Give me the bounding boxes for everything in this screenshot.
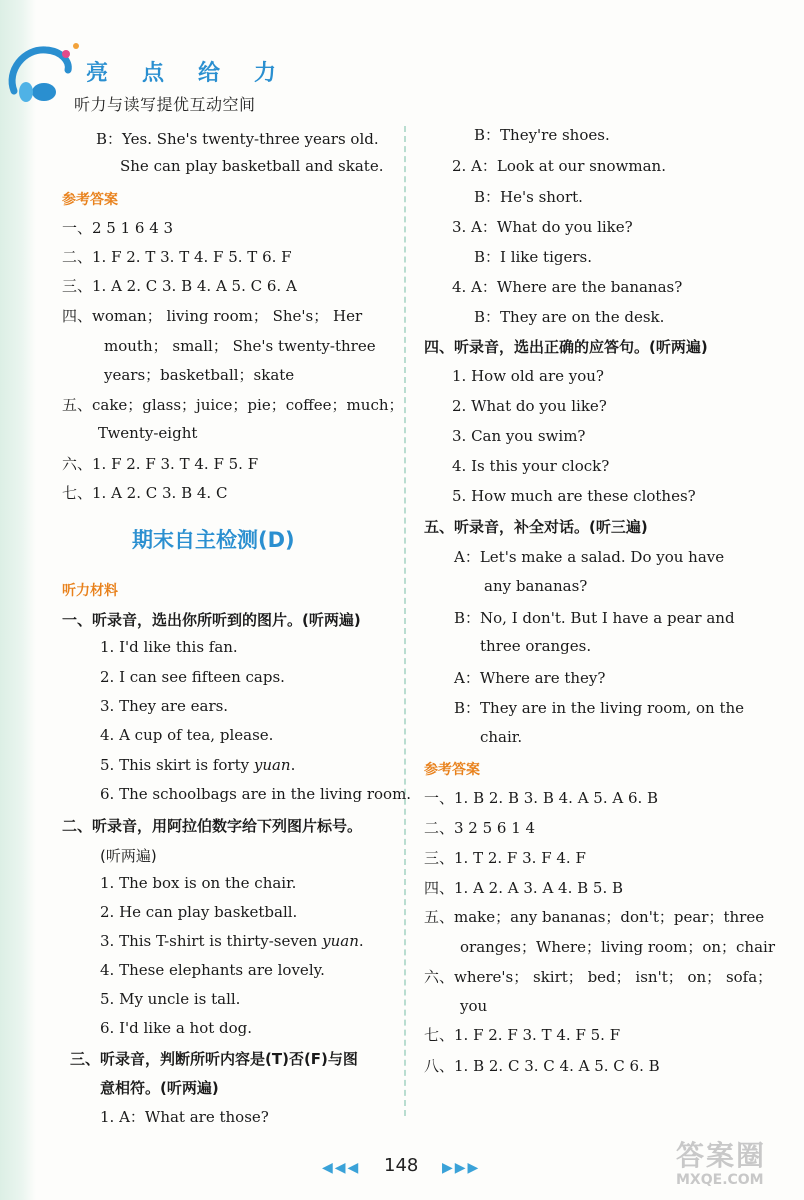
item-text: 5. This skirt is forty [100, 756, 250, 774]
brand-char-2: 点 [142, 61, 165, 86]
list-item: 2. He can play basketball. [100, 903, 298, 921]
item-text: 3. This T-shirt is thirty-seven [100, 932, 318, 950]
answer-line: you [460, 997, 488, 1015]
list-item: 3. Can you swim? [452, 427, 586, 445]
watermark-text: 答案圈 [676, 1139, 767, 1172]
dialog-line: three oranges. [480, 637, 592, 655]
section-heading: 五、听录音，补全对话。(听三遍) [424, 518, 648, 536]
list-item: 3. This T-shirt is thirty-seven yuan. [100, 932, 364, 950]
list-item: 5. How much are these clothes? [452, 487, 696, 505]
section-note: (听两遍) [100, 847, 157, 865]
dialog-line: any bananas? [484, 577, 588, 595]
section-heading: 一、听录音，选出你所听到的图片。(听两遍) [62, 611, 361, 629]
listening-material-label: 听力材料 [62, 583, 118, 599]
dialog-line: A：Let's make a salad. Do you have [454, 548, 725, 566]
dialog-line: B：They are on the desk. [474, 308, 665, 326]
list-item: 6. I'd like a hot dog. [100, 1019, 253, 1037]
list-item: 6. The schoolbags are in the living room. [100, 785, 412, 803]
next-arrows-icon: ▶▶▶ [442, 1160, 481, 1176]
dialog-line: 2. A：Look at our snowman. [452, 157, 666, 175]
right-column [410, 0, 804, 1200]
answer-line: mouth； small； She's twenty-three [104, 337, 376, 355]
answer-line: oranges；Where；living room；on；chair [460, 938, 776, 956]
list-item: 2. What do you like? [452, 397, 607, 415]
answer-key-label: 参考答案 [424, 762, 480, 778]
section-heading: 二、听录音，用阿拉伯数字给下列图片标号。 [62, 817, 363, 835]
dialog-line: chair. [480, 728, 523, 746]
section-heading: 意相符。(听两遍) [100, 1079, 219, 1097]
answer-line: Twenty-eight [98, 424, 198, 442]
answer-line: 五、cake；glass；juice；pie；coffee；much； [62, 396, 404, 414]
prev-arrows-icon: ◀◀◀ [322, 1160, 361, 1176]
answer-line: 二、1. F 2. T 3. T 4. F 5. T 6. F [62, 248, 292, 266]
dialog-line: A：Where are they? [454, 669, 606, 687]
list-item: 3. They are ears. [100, 697, 229, 715]
answer-line: 三、1. T 2. F 3. F 4. F [424, 849, 586, 867]
list-item: 2. I can see fifteen caps. [100, 668, 285, 686]
dialog-line: 3. A：What do you like? [452, 218, 633, 236]
page-number: 148 [384, 1155, 419, 1176]
answer-line: 八、1. B 2. C 3. C 4. A 5. C 6. B [424, 1057, 660, 1075]
list-item: 4. Is this your clock? [452, 457, 610, 475]
answer-line: 一、2 5 1 6 4 3 [62, 219, 174, 237]
list-item: 1. I'd like this fan. [100, 638, 238, 656]
answer-line: years；basketball；skate [104, 366, 295, 384]
dialog-line: B：They're shoes. [474, 126, 610, 144]
column-divider [404, 126, 406, 1116]
answer-line: 五、make；any bananas；don't；pear；three [424, 908, 765, 926]
list-item: 4. A cup of tea, please. [100, 726, 274, 744]
yuan-word: yuan [322, 932, 359, 950]
dialog-line: B：No, I don't. But I have a pear and [454, 609, 735, 627]
test-title: 期末自主检测(D) [132, 528, 295, 552]
answer-line: 一、1. B 2. B 3. B 4. A 5. A 6. B [424, 789, 659, 807]
brand-char-4: 力 [254, 61, 277, 86]
watermark-logo [676, 1134, 794, 1194]
list-item: 4. These elephants are lovely. [100, 961, 325, 979]
list-item: 5. This skirt is forty yuan. [100, 756, 296, 774]
answer-line: 三、1. A 2. C 3. B 4. A 5. C 6. A [62, 277, 297, 295]
answer-line: 六、where's； skirt； bed； isn't； on； sofa； [424, 968, 773, 986]
answer-line: 四、1. A 2. A 3. A 4. B 5. B [424, 879, 624, 897]
watermark-url: MXQE.COM [676, 1172, 764, 1188]
answer-line: 六、1. F 2. F 3. T 4. F 5. F [62, 455, 259, 473]
answer-key-label: 参考答案 [62, 192, 118, 208]
brand-char-1: 亮 [86, 61, 109, 86]
list-item: 1. The box is on the chair. [100, 874, 297, 892]
dialog-line: B：He's short. [474, 188, 583, 206]
answer-line: 七、1. F 2. F 3. T 4. F 5. F [424, 1026, 621, 1044]
list-item: 1. How old are you? [452, 367, 604, 385]
dialog-line: B：Yes. She's twenty-three years old. [96, 130, 379, 148]
yuan-word: yuan [253, 756, 291, 774]
section-heading: 四、听录音，选出正确的应答句。(听两遍) [424, 338, 708, 356]
dialog-line: 4. A：Where are the bananas? [452, 278, 683, 296]
brand-subtitle: 听力与读写提优互动空间 [74, 95, 256, 114]
list-item: 5. My uncle is tall. [100, 990, 241, 1008]
dialog-line: B：I like tigers. [474, 248, 592, 266]
answer-line: 七、1. A 2. C 3. B 4. C [62, 484, 228, 502]
dialog-line: She can play basketball and skate. [120, 157, 384, 175]
answer-line: 二、3 2 5 6 1 4 [424, 819, 536, 837]
list-item: 1. A：What are those? [100, 1108, 269, 1126]
dialog-line: B：They are in the living room, on the [454, 699, 745, 717]
answer-line: 四、woman； living room； She's； Her [62, 307, 363, 325]
brand-char-3: 给 [198, 61, 221, 86]
section-heading: 三、听录音，判断所听内容是(T)否(F)与图 [70, 1050, 358, 1068]
